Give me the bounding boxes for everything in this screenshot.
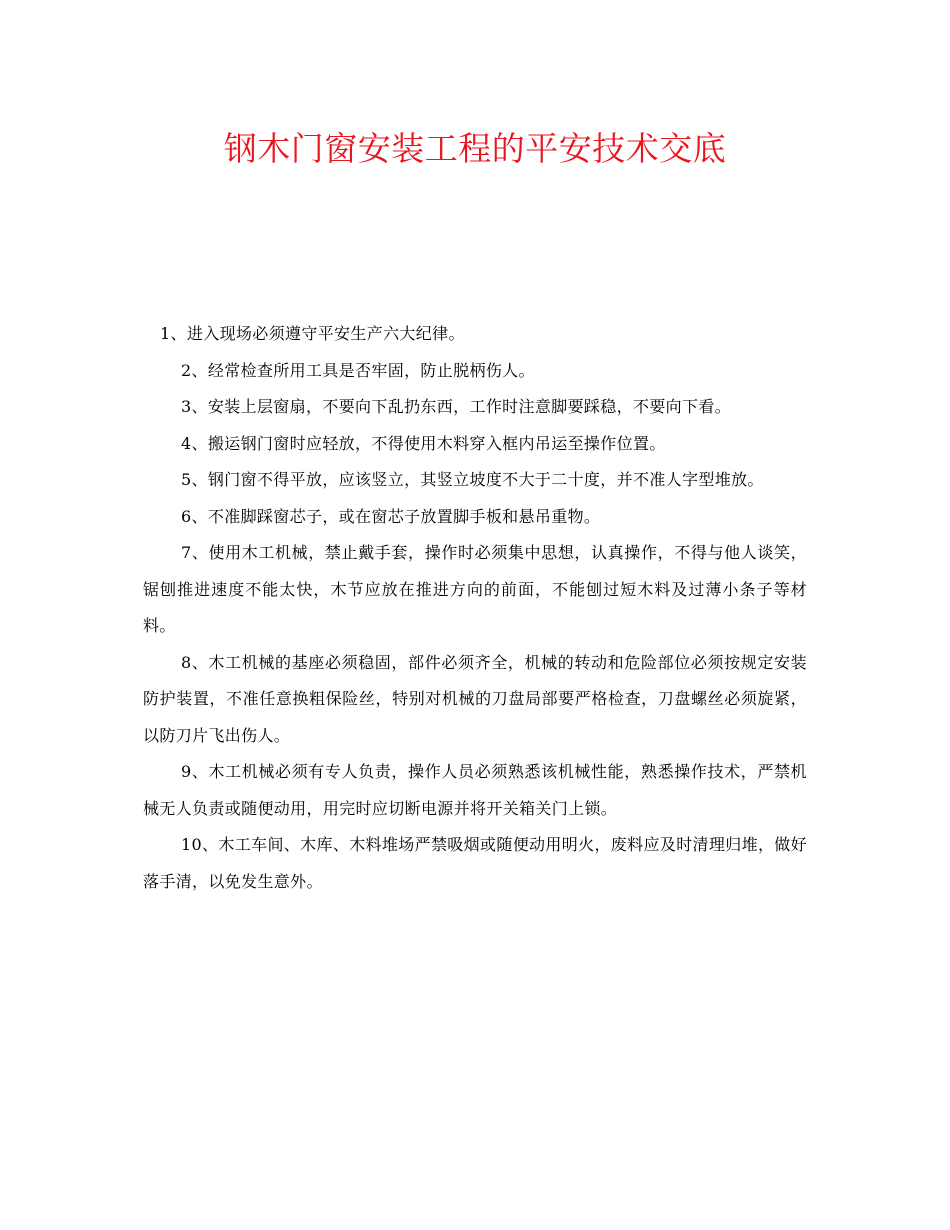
paragraph-6: 6、不准脚踩窗芯子，或在窗芯子放置脚手板和悬吊重物。 [181,506,601,526]
paragraph-3: 3、安装上层窗扇，不要向下乱扔东西，工作时注意脚要踩稳，不要向下看。 [181,397,732,416]
paragraph-10: 10、木工车间、木库、木料堆场严禁吸烟或随便动用明火，废料应及时清理归堆，做好落手清，以免发生意外。 [143,835,808,891]
paragraph-5: 5、钢门窗不得平放，应该竖立，其竖立坡度不大于二十度，并不准人字型堆放。 [181,470,764,489]
paragraph-2: 2、经常检查所用工具是否牢固，防止脱柄伤人。 [181,360,535,380]
document-title: 钢木门窗安装工程的平安技术交底 [223,129,727,168]
paragraph-4: 4、搬运钢门窗时应轻放，不得使用木料穿入框内吊运至操作位置。 [181,433,666,453]
document-body [143,316,807,900]
paragraph-9: 9、木工机械必须有专人负责，操作人员必须熟悉该机械性能，熟悉操作技术，严禁机械无人负责或随便动用，用完时应切断电源并将开关箱关门上锁。 [143,762,807,818]
paragraph-1: 1、进入现场必须遵守平安生产六大纪律。 [160,324,465,343]
paragraph-7: 7、使用木工机械，禁止戴手套，操作时必须集中思想，认真操作，不得与他人谈笑，锯刨推进速度不能太快，木节应放在推进方向的前面，不能刨过短木料及过薄小条子等材料。 [143,543,807,635]
paragraph-8: 8、木工机械的基座必须稳固，部件必须齐全，机械的转动和危险部位必须按规定安装防护装置，不准任意换粗保险丝，特别对机械的刀盘局部要严格检查，刀盘螺丝必须旋紧，以防刀片飞出伤人。 [143,652,807,745]
